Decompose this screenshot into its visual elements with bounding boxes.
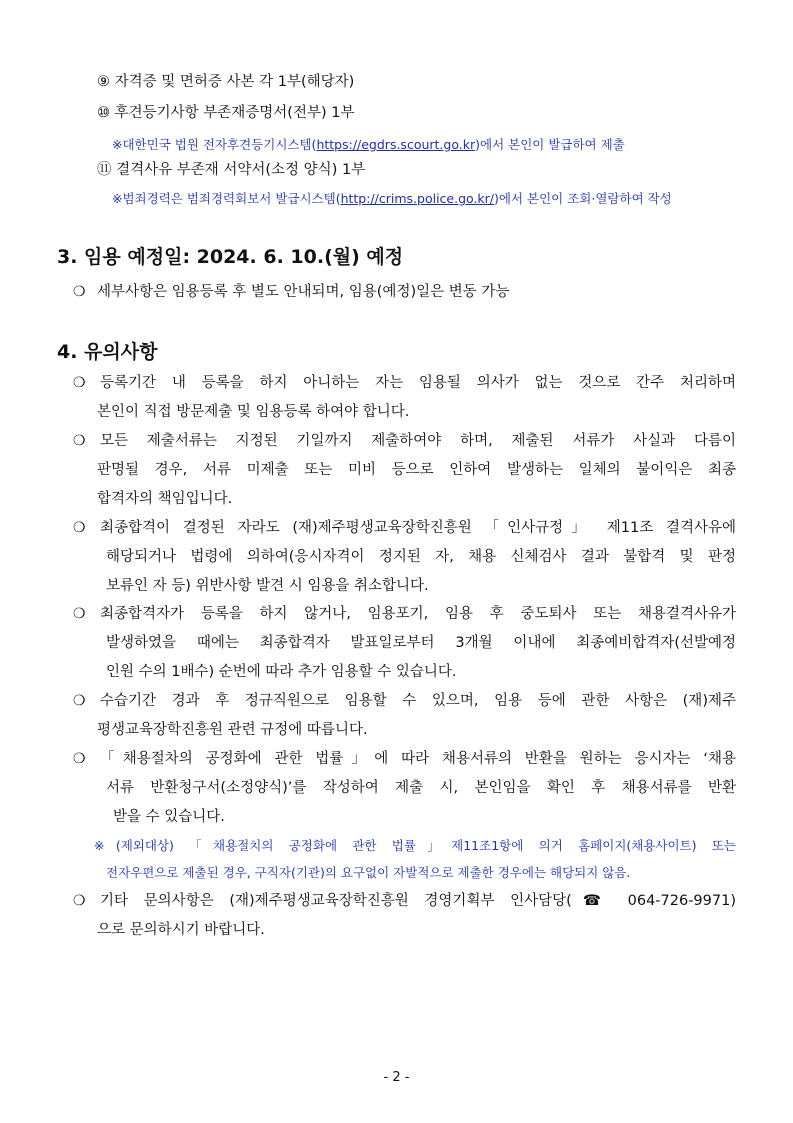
notice-4-line-2: 발생하였을 때에는 최종합격자 발표일로부터 3개월 이내에 최종예비합격자(선발예정 <box>106 635 736 651</box>
notice-6-line-2: 서류 반환청구서(소정양식)’를 작성하여 제출 시, 본인임을 확인 후 채용서류를 반환 <box>106 780 736 796</box>
note-text: )에서 본인이 조회·열람하여 작성 <box>494 191 672 206</box>
notice-6-exclusion-line-2: 전자우편으로 제출된 경우, 구직자(기관)의 요구없이 자발적으로 제출한 경우에는 해당되지 않음. <box>106 865 631 880</box>
bullet-icon: ❍ <box>73 606 86 622</box>
notice-2-line-1: 모든 제출서류는 지정된 기일까지 제출하여야 하며, 제출된 서류가 사실과 다름이 <box>100 433 736 449</box>
section-3-text: 세부사항은 임용등록 후 별도 안내되며, 임용(예정)일은 변동 가능 <box>97 284 510 300</box>
notice-3-line-3: 보류인 자 등) 위반사항 발견 시 임용을 취소합니다. <box>106 578 429 594</box>
page-number: - 2 - <box>383 1070 410 1085</box>
notice-7-line-1: 기타 문의사항은 (재)제주평생교육장학진흥원 경영기획부 인사담당(☎ 064-726-9971) <box>100 893 736 909</box>
notice-6-line-1: 「채용절차의 공정화에 관한 법률」에 따라 채용서류의 반환을 원하는 응시자는 ‘채용 <box>100 751 736 767</box>
notice-3-line-1: 최종합격이 결정된 자라도 (재)제주평생교육장학진흥원 「인사규정」 제11조 결격사유에 <box>100 520 736 536</box>
item-11-note <box>112 190 672 208</box>
notice-3-line-2: 해당되거나 법령에 의하여(응시자격이 정지된 자, 채용 신체검사 결과 불합격 및 판정 <box>106 549 736 565</box>
note-text: )에서 본인이 발급하여 제출 <box>475 137 625 152</box>
notice-1-line-1: 등록기간 내 등록을 하지 아니하는 자는 임용될 의사가 없는 것으로 간주 처리하며 <box>100 375 736 391</box>
item-11: ⑪ 결격사유 부존재 서약서(소정 양식) 1부 <box>97 162 366 178</box>
item-9: ⑨ 자격증 및 면허증 사본 각 1부(해당자) <box>97 74 355 90</box>
notice-5-line-1: 수습기간 경과 후 정규직원으로 임용할 수 있으며, 임용 등에 관한 사항은 (재)제주 <box>100 693 736 709</box>
bullet-icon: ❍ <box>73 693 86 709</box>
bullet-icon: ❍ <box>73 520 86 536</box>
note-text: ※대한민국 법원 전자후견등기시스템( <box>112 137 317 152</box>
bullet-icon: ❍ <box>73 893 86 909</box>
notice-2-line-2: 판명될 경우, 서류 미제출 또는 미비 등으로 인하여 발생하는 일체의 불이익은 최종 <box>97 462 736 478</box>
section-3-heading: 3. 임용 예정일: 2024. 6. 10.(월) 예정 <box>57 246 404 268</box>
egdrs-link[interactable]: https://egdrs.scourt.go.kr <box>316 137 476 152</box>
notice-6-exclusion-line-1: ※(제외대상) 「채용절치의 공정화에 관한 법률」제11조1항에 의거 홈페이지(채용사이트) 또는 <box>94 838 736 853</box>
notice-5-line-2: 평생교육장학진흥원 관련 규정에 따릅니다. <box>97 722 368 738</box>
bullet-icon: ❍ <box>73 433 86 449</box>
bullet-icon: ❍ <box>73 284 86 300</box>
notice-7-line-2: 으로 문의하시기 바랍니다. <box>97 922 265 938</box>
note-text: ※범죄경력은 범죄경력회보서 발급시스템( <box>112 191 341 206</box>
item-10-note <box>112 136 625 154</box>
crims-link[interactable]: http://crims.police.go.kr/ <box>340 191 495 206</box>
bullet-icon: ❍ <box>73 375 86 391</box>
item-10: ⑩ 후견등기사항 부존재증명서(전부) 1부 <box>97 105 355 121</box>
notice-1-line-2: 본인이 직접 방문제출 및 임용등록 하여야 합니다. <box>97 404 410 420</box>
notice-4-line-3: 인원 수의 1배수) 순번에 따라 추가 임용할 수 있습니다. <box>106 664 457 680</box>
notice-4-line-1: 최종합격자가 등록을 하지 않거나, 임용포기, 임용 후 중도퇴사 또는 채용결격사유가 <box>100 606 736 622</box>
notice-2-line-3: 합격자의 책임입니다. <box>97 491 233 507</box>
notice-6-line-3: 받을 수 있습니다. <box>113 809 225 825</box>
bullet-icon: ❍ <box>73 751 86 767</box>
section-4-heading: 4. 유의사항 <box>57 341 158 363</box>
